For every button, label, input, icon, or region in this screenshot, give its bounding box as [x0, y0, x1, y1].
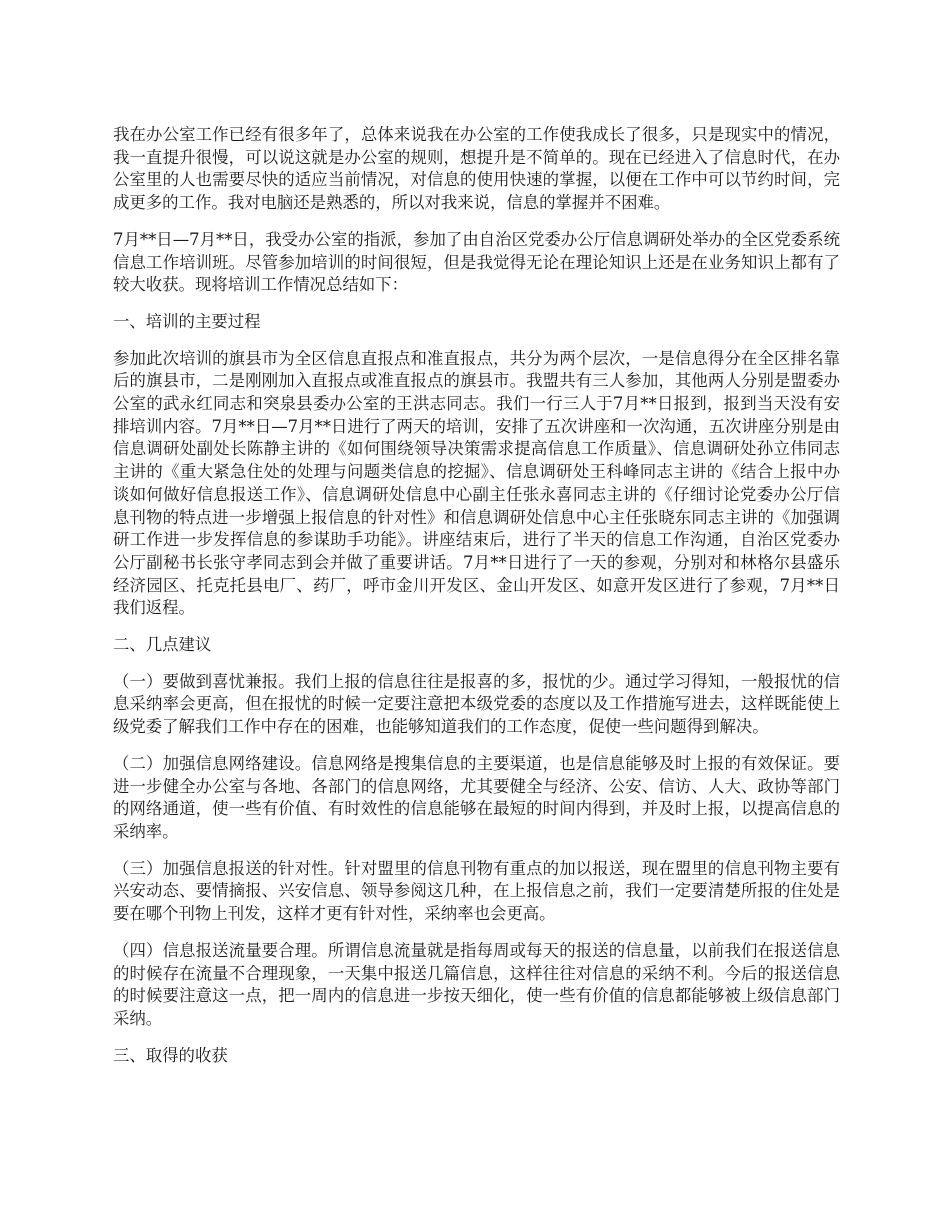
suggestion-paragraph-1: （一）要做到喜忧兼报。我们上报的信息往往是报喜的多，报忧的少。通过学习得知，一般报忧的信息采纳率会更高，但在报忧的时候一定要注意把本级党委的态度以及工作措施写进去，这样既能使上级党委了解我们工作中存在的困难，也能够知道我们的工作态度，促使一些问题得到解决。	[113, 671, 840, 737]
document-body	[113, 124, 840, 1081]
suggestion-paragraph-3: （三）加强信息报送的针对性。针对盟里的信息刊物有重点的加以报送，现在盟里的信息刊物主要有兴安动态、要情摘报、兴安信息、领导参阅这几种，在上报信息之前，我们一定要清楚所报的住处是要在哪个刊物上刊发，这样才更有针对性，采纳率也会更高。	[113, 858, 840, 924]
section-heading-gains: 三、取得的收获	[113, 1045, 228, 1065]
training-process-paragraph: 参加此次培训的旗县市为全区信息直报点和准直报点，共分为两个层次，一是信息得分在全区排名靠后的旗县市，二是刚刚加入直报点或准直报点的旗县市。我盟共有三人参加，其他两人分别是盟委办公室的武永红同志和突泉县委办公室的王洪志同志。我们一行三人于7月**日报到，报到当天没有安排培训内容。7月**日—7月**日进行了两天的培训，安排了五次讲座和一次沟通，五次讲座分别是由信息调研处副处长陈静主讲的《如何围绕领导决策需求提高信息工作质量》、信息调研处孙立伟同志主讲的《重大紧急住处的处理与问题类信息的挖掘》、信息调研处王科峰同志主讲的《结合上报中办谈如何做好信息报送工作》、信息调研处信息中心副主任张永喜同志主讲的《仔细讨论党委办公厅信息刊物的特点进一步增强上报信息的针对性》和信息调研处信息中心主任张晓东同志主讲的《加强调研工作进一步发挥信息的参谋助手功能》。讲座结束后，进行了半天的信息工作沟通，自治区党委办公厅副秘书长张守孝同志到会并做了重要讲话。7月**日进行了一天的参观，分别对和林格尔县盛乐经济园区、托克托县电厂、药厂，呼市金川开发区、金山开发区、如意开发区进行了参观，7月**日我们返程。	[113, 348, 840, 618]
suggestion-paragraph-2: （二）加强信息网络建设。信息网络是搜集信息的主要渠道，也是信息能够及时上报的有效保证。要进一步健全办公室与各地、各部门的信息网络，尤其要健全与经济、公安、信访、人大、政协等部门的网络通道，使一些有价值、有时效性的信息能够在最短的时间内得到，并及时上报，以提高信息的采纳率。	[113, 753, 840, 841]
section-heading-process: 一、培训的主要过程	[113, 311, 261, 331]
training-summary-paragraph: 7月**日—7月**日，我受办公室的指派，参加了由自治区党委办公厅信息调研处举办的全区党委系统信息工作培训班。尽管参加培训的时间很短，但是我觉得无论在理论知识上还是在业务知识上都有了较大收获。现将培训工作情况总结如下：	[113, 229, 840, 295]
suggestion-paragraph-4: （四）信息报送流量要合理。所谓信息流量就是指每周或每天的报送的信息量，以前我们在报送信息的时候存在流量不合理现象，一天集中报送几篇信息，这样往往对信息的采纳不利。今后的报送信息的时候要注意这一点，把一周内的信息进一步按天细化，使一些有价值的信息都能够被上级信息部门采纳。	[113, 940, 840, 1028]
section-heading-suggestions: 二、几点建议	[113, 635, 212, 655]
intro-paragraph: 我在办公室工作已经有很多年了，总体来说我在办公室的工作使我成长了很多，只是现实中的情况，我一直提升很慢，可以说这就是办公室的规则，想提升是不简单的。现在已经进入了信息时代，在办公室里的人也需要尽快的适应当前情况，对信息的使用快速的掌握，以便在工作中可以节约时间，完成更多的工作。我对电脑还是熟悉的，所以对我来说，信息的掌握并不困难。	[113, 125, 840, 213]
